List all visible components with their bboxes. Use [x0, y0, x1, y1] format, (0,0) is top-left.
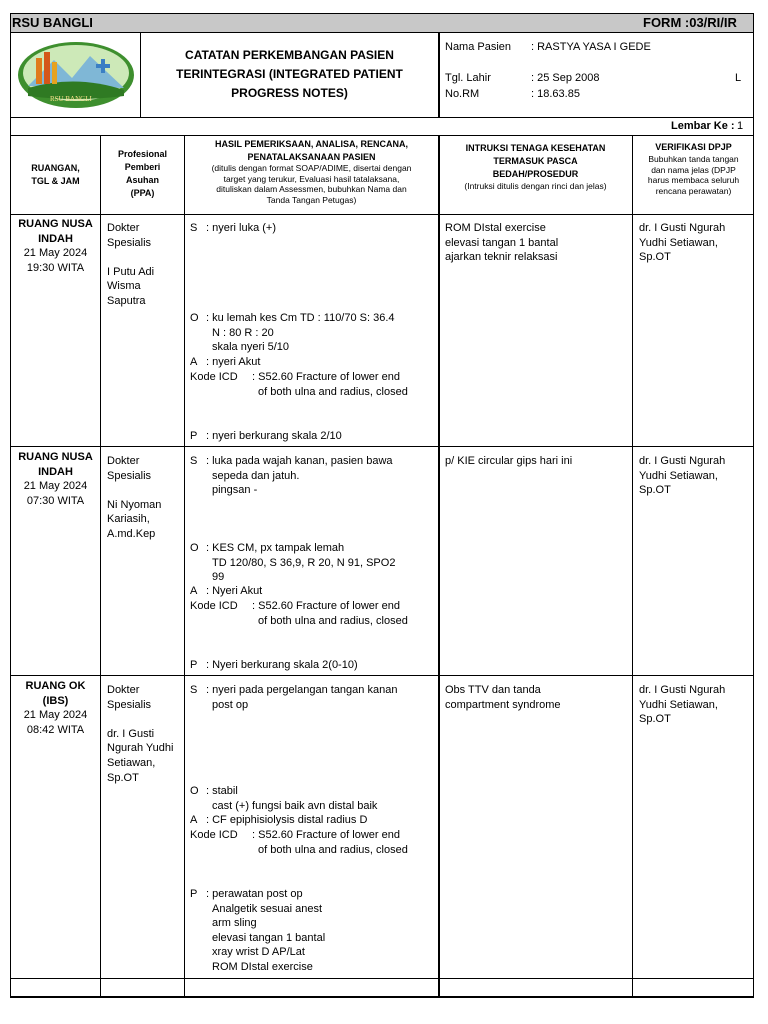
ppa-line: Spesialis — [107, 469, 152, 482]
soap-subjective: : nyeri pada pergelangan tangan kanan — [206, 684, 398, 696]
patient-rm-label: No.RM — [445, 88, 480, 100]
soap-s-label: S — [190, 222, 198, 234]
patient-dob-value: : 25 Sep 2008 — [531, 72, 600, 84]
ppa-line: Saputra — [107, 295, 146, 307]
col-header-room: RUANGAN, TGL & JAM — [31, 163, 80, 186]
patient-rm-value: : 18.63.85 — [531, 88, 580, 100]
soap-assessment: : nyeri Akut — [206, 356, 261, 368]
ppa-line: Ni Nyoman — [107, 498, 162, 511]
instruction-line: ROM DIstal exercise — [445, 222, 546, 234]
logo-text: RSU BANGLI — [50, 95, 92, 103]
soap-a-label: A — [190, 814, 198, 826]
soap-assessment: : Nyeri Akut — [206, 585, 263, 597]
ppa-line: Dokter — [107, 455, 140, 467]
room-name: RUANG OK — [25, 680, 86, 692]
soap-o-label: O — [190, 312, 199, 324]
soap-objective: skala nyeri 5/10 — [212, 341, 290, 354]
verification-line: dr. I Gusti Ngurah — [639, 455, 726, 467]
soap-subjective: : luka pada wajah kanan, pasien bawa — [206, 455, 393, 467]
hospital-name: RSU BANGLI — [12, 15, 93, 30]
verification-line: Sp.OT — [639, 251, 671, 264]
soap-s-label: S — [190, 455, 198, 467]
ppa-line: Spesialis — [107, 698, 152, 711]
soap-objective: cast (+) fungsi baik avn distal baik — [212, 799, 378, 812]
icd-label: Kode ICD — [190, 829, 238, 841]
patient-dob-label: Tgl. Lahir — [445, 72, 491, 84]
verification-line: Yudhi Setiawan, — [639, 469, 718, 482]
room-name: RUANG NUSA — [18, 451, 93, 463]
soap-objective: N : 80 R : 20 — [212, 326, 274, 339]
ppa-line: dr. I Gusti — [107, 727, 155, 740]
icd-label: Kode ICD — [190, 371, 238, 383]
document-title-line2: TERINTEGRASI (INTEGRATED PATIENT — [176, 67, 403, 81]
room-name: RUANG NUSA — [18, 218, 93, 230]
soap-plan: ROM DIstal exercise — [212, 961, 313, 973]
icd-code: : S52.60 Fracture of lower end — [252, 600, 400, 612]
soap-subjective: post op — [212, 698, 249, 711]
room-name: (IBS) — [42, 694, 69, 707]
instruction-line: ajarkan teknir relaksasi — [445, 251, 558, 264]
col-header-hasil: HASIL PEMERIKSAAN, ANALISA, RENCANA, PENATALAKSANAAN PASIEN (ditulis dengan format SOAP/ADIME, disertai dengan target yang terukur, Evaluasi hasil tatalaksana, dituliskan dalam Assessmen, bubuhkan Nama dan Tanda Tangan Petugas) — [211, 139, 412, 205]
soap-objective: : ku lemah kes Cm TD : 110/70 S: 36.4 — [206, 312, 395, 324]
ppa-line: Dokter — [107, 684, 140, 696]
patient-name-value: : RASTYA YASA I GEDE — [531, 41, 651, 53]
ppa-line: A.md.Kep — [107, 528, 156, 540]
verification-line: Yudhi Setiawan, — [639, 698, 718, 711]
verification-line: dr. I Gusti Ngurah — [639, 684, 726, 696]
sheet-label: Lembar Ke : — [671, 120, 735, 132]
soap-p-label: P — [190, 430, 198, 442]
entry-date: 21 May 2024 — [23, 480, 88, 493]
soap-p-label: P — [190, 888, 198, 900]
hospital-logo — [14, 38, 138, 112]
instruction-line: elevasi tangan 1 bantal — [445, 236, 559, 249]
patient-sex: L — [735, 72, 742, 84]
ppa-line: Sp.OT — [107, 771, 139, 784]
soap-plan: : perawatan post op — [206, 888, 303, 900]
icd-code: of both ulna and radius, closed — [258, 843, 408, 856]
soap-plan: arm sling — [212, 917, 257, 930]
soap-o-label: O — [190, 785, 199, 797]
sheet-row — [10, 118, 754, 136]
entry-date: 21 May 2024 — [23, 247, 88, 260]
soap-plan: : nyeri berkurang skala 2/10 — [206, 430, 342, 442]
entry-time: 08:42 WITA — [26, 723, 85, 736]
col-header-verifikasi: VERIFIKASI DPJP Bubuhkan tanda tangan dan nama jelas (DPJP harus membaca seluruh rencana perawatan) — [647, 142, 740, 196]
ppa-line: I Putu Adi — [107, 265, 155, 278]
entry-time: 19:30 WITA — [26, 261, 85, 274]
col-header-ppa: Profesional Pemberi Asuhan (PPA) — [117, 149, 167, 198]
room-name: INDAH — [38, 465, 73, 478]
room-name: INDAH — [38, 232, 73, 245]
soap-subjective: : nyeri luka (+) — [206, 222, 276, 234]
patient-name-label: Nama Pasien — [445, 41, 512, 53]
soap-objective: 99 — [212, 571, 225, 584]
sheet-number: 1 — [737, 120, 744, 132]
verification-line: dr. I Gusti Ngurah — [639, 222, 726, 234]
ppa-line: Setiawan, — [107, 757, 156, 769]
document-title-line3: PROGRESS NOTES) — [231, 86, 348, 100]
ppa-line: Ngurah Yudhi — [107, 742, 174, 755]
ppa-line: Kariasih, — [107, 513, 150, 526]
soap-plan: xray wrist D AP/Lat — [212, 946, 305, 959]
ppa-line: Dokter — [107, 222, 140, 234]
soap-objective: : KES CM, px tampak lemah — [206, 542, 345, 554]
ppa-line: Wisma — [107, 280, 141, 293]
icd-code: of both ulna and radius, closed — [258, 385, 408, 398]
entry-date: 21 May 2024 — [23, 709, 88, 722]
soap-plan: elevasi tangan 1 bantal — [212, 931, 326, 944]
soap-p-label: P — [190, 659, 198, 671]
soap-a-label: A — [190, 585, 198, 597]
soap-subjective: pingsan - — [212, 484, 258, 497]
verification-line: Sp.OT — [639, 713, 671, 726]
document-title-line1: CATATAN PERKEMBANGAN PASIEN — [185, 48, 394, 62]
soap-s-label: S — [190, 684, 198, 696]
icd-code: : S52.60 Fracture of lower end — [252, 829, 400, 841]
col-header-instruksi: INTRUKSI TENAGA KESEHATAN TERMASUK PASCA BEDAH/PROSEDUR (Intruksi ditulis dengan rinci dan jelas) — [464, 143, 607, 191]
icd-label: Kode ICD — [190, 600, 238, 612]
icd-code: : S52.60 Fracture of lower end — [252, 371, 400, 383]
ppa-line: Spesialis — [107, 236, 152, 249]
soap-o-label: O — [190, 542, 199, 554]
instruction-line: p/ KIE circular gips hari ini — [445, 455, 573, 467]
soap-a-label: A — [190, 356, 198, 368]
instruction-line: Obs TTV dan tanda — [445, 684, 541, 696]
soap-plan: Analgetik sesuai anest — [212, 902, 323, 915]
instruction-line: compartment syndrome — [445, 698, 561, 711]
soap-objective: : stabil — [206, 785, 238, 797]
soap-plan: : Nyeri berkurang skala 2(0-10) — [206, 659, 358, 671]
soap-assessment: : CF epiphisiolysis distal radius D — [206, 814, 368, 826]
icd-code: of both ulna and radius, closed — [258, 614, 408, 627]
verification-line: Yudhi Setiawan, — [639, 236, 718, 249]
entry-time: 07:30 WITA — [26, 494, 85, 507]
soap-objective: TD 120/80, S 36,9, R 20, N 91, SPO2 — [212, 556, 396, 569]
form-code: FORM :03/RI/IR — [643, 15, 737, 30]
soap-subjective: sepeda dan jatuh. — [212, 469, 300, 482]
verification-line: Sp.OT — [639, 484, 671, 497]
